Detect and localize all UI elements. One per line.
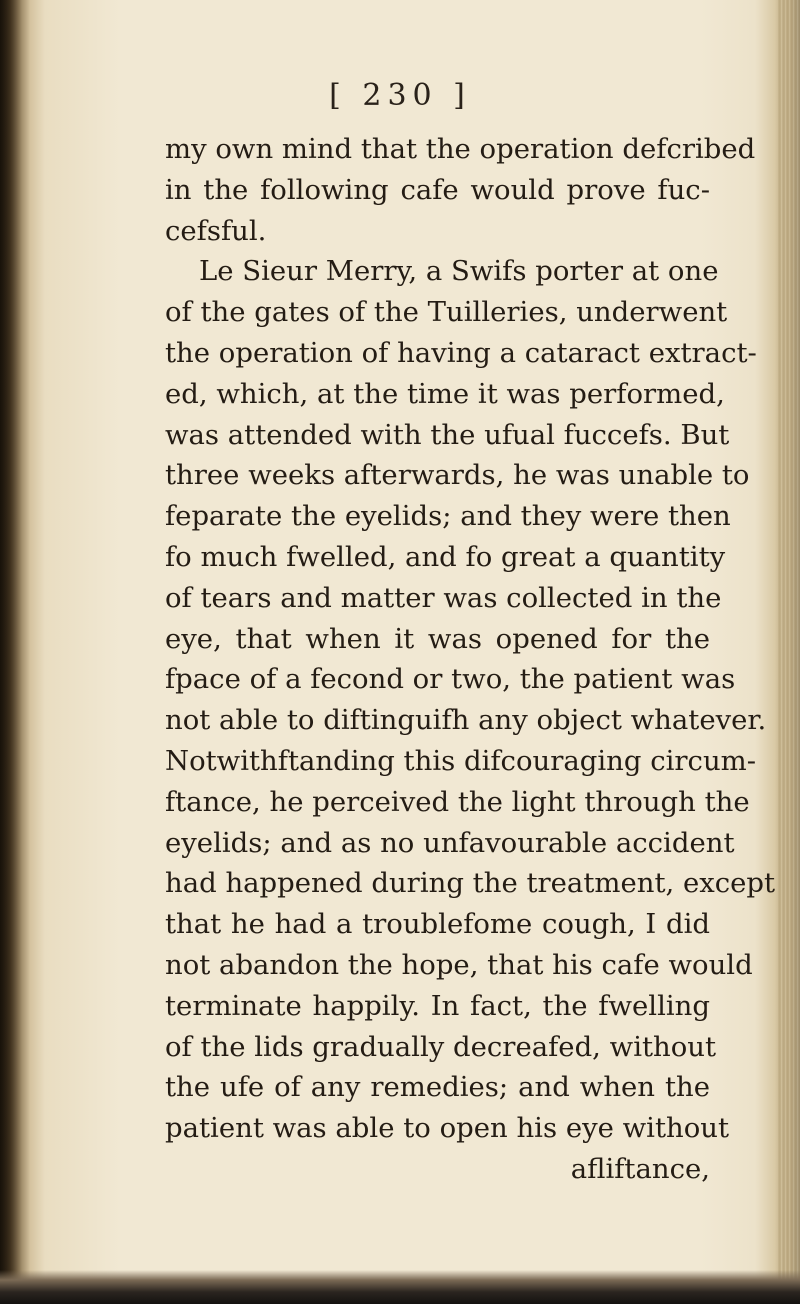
text-line: the operation of having a cataract extract- [165,336,757,369]
text-line: eye, that when it was opened for the [165,622,710,655]
text-line: fo much fwelled, and fo great a quantity [165,540,726,573]
text-line: the ufe of any remedies; and when the [165,1071,710,1104]
text-line: Le Sieur Merry, a Swifs porter at one [199,255,719,288]
text-line: of the gates of the Tuilleries, underwent [165,296,728,329]
text-line: in the following cafe would prove fuc- [165,173,710,206]
text-line: terminate happily. In fact, the fwelling [165,989,710,1022]
text-line: Notwithftanding this difcouraging circum- [165,744,757,777]
text-line: cefsful. [165,214,267,247]
text-line: had happened during the treatment, except [165,867,776,900]
text-line: eyelids; and as no unfavourable accident [165,826,735,859]
text-line: of tears and matter was collected in the [165,581,722,614]
text-line: was attended with the ufual fuccefs. But [165,418,730,451]
text-line: not able to diftinguifh any object whatever. [165,704,767,737]
text-line: feparate the eyelids; and they were then [165,500,731,533]
page-edges [778,0,800,1304]
text-line: patient was able to open his eye without [165,1112,730,1145]
text-line: ed, which, at the time it was performed, [165,377,725,410]
text-line: that he had a troublefome cough, I did [165,908,710,941]
text-line: my own mind that the operation defcribed [165,133,756,165]
text-line: afliftance, [570,1152,710,1185]
text-line: fpace of a fecond or two, the patient was [165,663,736,696]
page-bottom-shadow [0,1270,800,1304]
page-number: [ 230 ] [329,78,471,113]
text-line: three weeks afterwards, he was unable to [165,459,750,492]
text-line: not abandon the hope, that his cafe would [165,948,753,981]
text-line: ftance, he perceived the light through the [165,785,750,818]
text-line: of the lids gradually decreafed, without [165,1030,717,1063]
book-spine-shadow [0,0,30,1304]
body-text [165,129,776,1190]
